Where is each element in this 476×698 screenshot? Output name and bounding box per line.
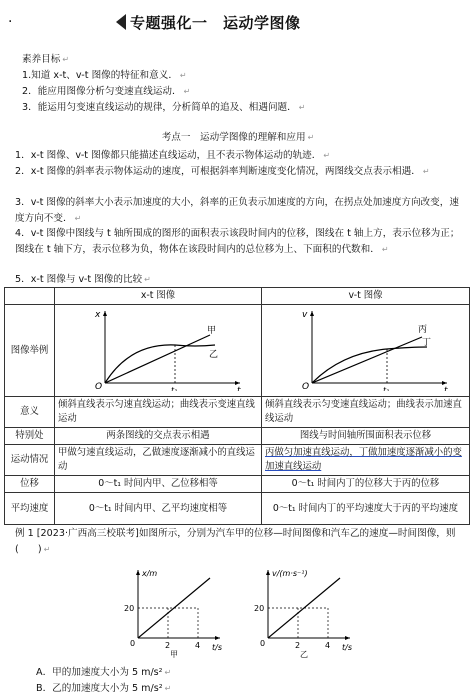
origin-label: O [302, 382, 310, 391]
curve-label-jia: 甲 [207, 326, 217, 336]
graph-caption: 乙 [300, 650, 308, 658]
table-row [5, 493, 470, 525]
table-row [5, 397, 470, 428]
row-label: 特别处 [5, 428, 55, 445]
x-axis-label: t/s [212, 643, 222, 652]
axis-label-x: x [95, 310, 101, 320]
goal-item: 3．能运用匀变速直线运动的规律，分析简单的追及、相遇问题． ↵ [22, 102, 306, 113]
y-tick-label: 20 [124, 604, 135, 613]
example-question: 例 1 [2023·广西高三校联考]如图所示，分别为汽车甲的位移—时间图像和汽车乙的速度—时间图像，则( ) ↵ [15, 528, 456, 555]
table-cell: 0～t₁ 时间内丁的位移大于丙的位移 [262, 476, 470, 493]
row-label: 意义 [5, 397, 55, 428]
xt-graph-cell [55, 305, 262, 397]
collapse-triangle-icon[interactable] [116, 14, 126, 30]
curve-label-yi: 乙 [209, 350, 219, 360]
table-row [5, 428, 470, 445]
vt-example-graph [262, 305, 462, 391]
y-axis-label: x/m [142, 569, 158, 578]
x-tick-label: 2 [295, 641, 301, 650]
line-yi [268, 578, 340, 638]
graph-caption: 甲 [170, 650, 178, 658]
table-header-cell: v-t 图像 [262, 288, 470, 305]
table-cell: 0～t₁ 时间内甲、乙平均速度相等 [55, 493, 262, 525]
axis-label-v: v [302, 310, 308, 320]
goal-item: 2．能应用图像分析匀变速直线运动． ↵ [22, 86, 191, 97]
curve-yi [105, 345, 215, 383]
curve-jia [105, 335, 210, 383]
row-label: 运动情况 [5, 445, 55, 476]
table-header-cell [5, 288, 55, 305]
table-cell: 0～t₁ 时间内甲、乙位移相等 [55, 476, 262, 493]
option-a[interactable]: A．甲的加速度大小为 5 m/s² ↵ [36, 667, 172, 678]
table-cell: 两条图线的交点表示相遇 [55, 428, 262, 445]
table-cell: 丙做匀加速直线运动，丁做加速度逐渐减小的变加速直线运动 [262, 445, 470, 476]
point-4: 4．v-t 图像中图线与 t 轴所围成的图形的面积表示该段时间内的位移，图线在 t 轴上方，表示位移为正；图线在 t 轴下方，表示位移为负，物体在该段时间内的总位移为上、下面积的代数和． ↵ [15, 228, 460, 255]
curve-label-bing: 丙 [418, 325, 428, 335]
axis-label-t: t [237, 386, 241, 391]
curve-label-ding: 丁 [422, 338, 432, 348]
comparison-table [4, 287, 470, 525]
origin-label: 0 [130, 639, 136, 648]
table-cell: 倾斜直线表示匀速直线运动；曲线表示变速直线运动 [55, 397, 262, 428]
example-graph-yi [254, 569, 352, 658]
x-axis-label: t/s [342, 643, 352, 652]
table-row [5, 445, 470, 476]
origin-label: 0 [260, 639, 266, 648]
section-heading: 考点一 运动学图像的理解和应用 ↵ [161, 132, 315, 143]
curve-bing [312, 337, 422, 383]
page-title: 专题强化一 运动学图像 [130, 14, 301, 32]
vt-graph-cell [262, 305, 470, 397]
x-tick-label: 4 [325, 641, 331, 650]
row-label: 平均速度 [5, 493, 55, 525]
goals-heading: 素养目标 ↵ [22, 54, 70, 65]
x-tick-label: 4 [195, 641, 201, 650]
title-bar [0, 10, 476, 38]
table-cell: 0～t₁ 时间内丁的平均速度大于丙的平均速度 [262, 493, 470, 525]
table-header-cell: x-t 图像 [55, 288, 262, 305]
goal-item: 1.知道 x-t、v-t 图像的特征和意义． ↵ [22, 70, 187, 81]
y-tick-label: 20 [254, 604, 265, 613]
table-cell: 甲做匀速直线运动，乙做速度逐渐减小的直线运动 [55, 445, 262, 476]
table-cell: 倾斜直线表示匀变速直线运动；曲线表示加速直线运动 [262, 397, 470, 428]
row-label: 位移 [5, 476, 55, 493]
example-graph-jia [124, 569, 222, 658]
t1-label: t₁ [171, 386, 178, 391]
curve-ding [312, 347, 427, 383]
bullet-marker: · [8, 14, 13, 30]
example-graphs [98, 566, 388, 658]
table-row [5, 476, 470, 493]
axis-label-t: t [444, 386, 448, 391]
table-cell: 图线与时间轴所围面积表示位移 [262, 428, 470, 445]
origin-label: O [95, 382, 103, 391]
option-b[interactable]: B．乙的加速度大小为 5 m/s² ↵ [36, 683, 172, 694]
point-1: 1．x-t 图像、v-t 图像都只能描述直线运动，且不表示物体运动的轨迹． ↵ [15, 150, 331, 161]
t1-label: t₁ [383, 386, 390, 391]
table-row [5, 305, 470, 397]
x-tick-label: 2 [165, 641, 171, 650]
point-3: 3．v-t 图像的斜率大小表示加速度的大小，斜率的正负表示加速度的方向，在拐点处加速度方向改变，速度方向不变． ↵ [15, 197, 459, 224]
point-5: 5．x-t 图像与 v-t 图像的比较 ↵ [15, 274, 151, 285]
y-axis-label: v/(m·s⁻¹) [272, 569, 308, 578]
point-2: 2．x-t 图像的斜率表示物体运动的速度，可根据斜率判断速度变化情况，两图线交点表示相遇． ↵ [15, 166, 430, 177]
table-header-row [5, 288, 470, 305]
line-jia [138, 578, 210, 638]
row-label: 图像举例 [5, 305, 55, 397]
xt-example-graph [55, 305, 255, 391]
